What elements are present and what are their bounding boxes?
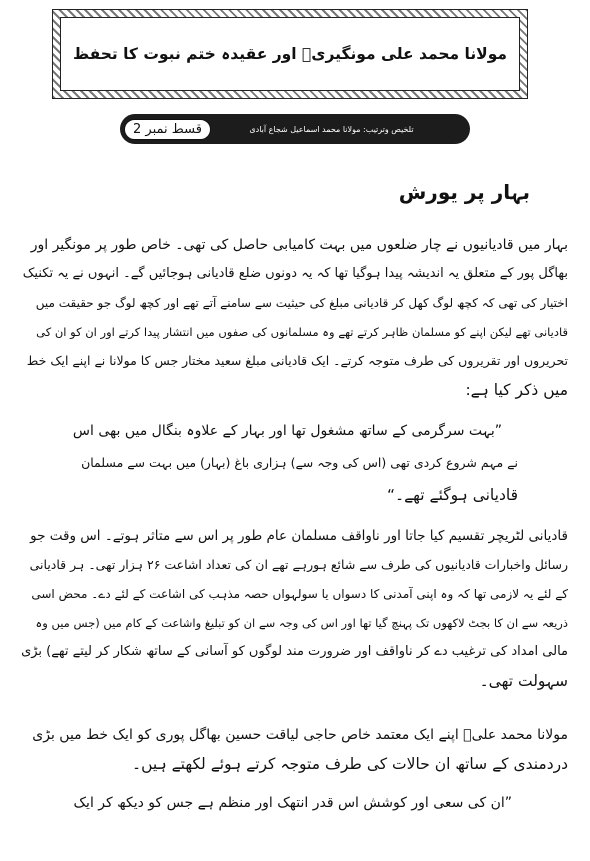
episode-badge: قسط نمبر 2 [124, 119, 211, 140]
article-title: مولانا محمد علی مونگیریؒ اور عقیدہ ختم نبوت کا تحفظ [72, 45, 508, 63]
paragraph-line: ذریعہ سے ان کا بجٹ لاکھوں تک پہنچ گیا تھا اور اس کی وجہ سے ان کو تبلیغ واشاعت کے کام میں (جس میں وہ [35, 616, 568, 630]
paragraph-line: تحریروں اور تقریروں کی طرف متوجہ کرتے۔ ایک قادیانی مبلغ سعید مختار جس کا مولانا نے اپنے ایک خط [26, 353, 568, 368]
quote-line: ”ان کی سعی اور کوشش اس قدر انتھک اور منظم ہے جس کو دیکھ کر ایک [73, 795, 512, 811]
compiler-banner [120, 114, 470, 144]
title-box [60, 17, 520, 91]
compiler-credit: تلخیص وترتیب: مولانا محمد اسماعیل شجاع آبادی [249, 124, 414, 134]
paragraph-line: مالی امداد کی ترغیب دے کر ناواقف اور ضرورت مند لوگوں کو آسانی کے ساتھ شکار کر لیتے تھے) بڑی [21, 644, 568, 659]
title-frame [52, 9, 528, 99]
paragraph-line: قادیانی تھے لیکن اپنے کو مسلمان ظاہر کرتے تھے وہ مسلمانوں کی صفوں میں انتشار پیدا کرتے اور ان کو ان کی [36, 325, 568, 339]
paragraph-line: مولانا محمد علیؒ اپنے ایک معتمد خاص حاجی لیاقت حسین بھاگل پوری کو ایک خط میں بڑی [32, 727, 568, 743]
paragraph-line: سہولت تھی۔ [479, 672, 568, 690]
paragraph-line: میں ذکر کیا ہے: [465, 381, 568, 399]
quote-line: نے مہم شروع کردی تھی (اس کی وجہ سے) ہزاری باغ (بہار) میں بہت سے مسلمان [81, 455, 518, 470]
paragraph-line: بہار میں قادیانیوں نے چار ضلعوں میں بہت کامیابی حاصل کی تھی۔ خاص طور پر مونگیر اور [30, 237, 568, 253]
section-heading: بہار پر یورش [398, 180, 530, 204]
quote-line: قادیانی ہوگئے تھے۔“ [386, 486, 518, 504]
paragraph-line: قادیانی لٹریچر تقسیم کیا جاتا اور ناواقف مسلمان عام طور پر اس سے متاثر ہوتے۔ اس وقت جو [30, 528, 568, 544]
paragraph-line: اختیار کی تھی کہ کچھ لوگ کھل کر قادیانی مبلغ کی حیثیت سے سامنے آتے تھے اور کچھ لوگ جو حقیقت میں [35, 296, 568, 310]
paragraph-line: بھاگل پور کے متعلق یہ اندیشہ پیدا ہوگیا تھا کہ یہ دونوں ضلع قادیانی ہوجائیں گے۔ انہوں نے یہ تکنیک [22, 266, 568, 281]
paragraph-line: کے لئے یہ لازمی تھا کہ وہ اپنی آمدنی کا دسواں یا سولہواں حصہ مذہب کی اشاعت کے لئے دے۔ محض اسی [31, 587, 568, 601]
paragraph-line: رسائل واخبارات قادیانیوں کی طرف سے شائع ہورہے تھے ان کی تعداد اشاعت ۲۶ ہزار تھی۔ ہر قادیانی [29, 557, 568, 572]
quote-line: ”بہت سرگرمی کے ساتھ مشغول تھا اور بہار کے علاوہ بنگال میں بھی اس [72, 423, 502, 439]
paragraph-line: دردمندی کے ساتھ ان حالات کی طرف متوجہ کرتے ہوئے لکھتے ہیں۔ [132, 755, 568, 773]
